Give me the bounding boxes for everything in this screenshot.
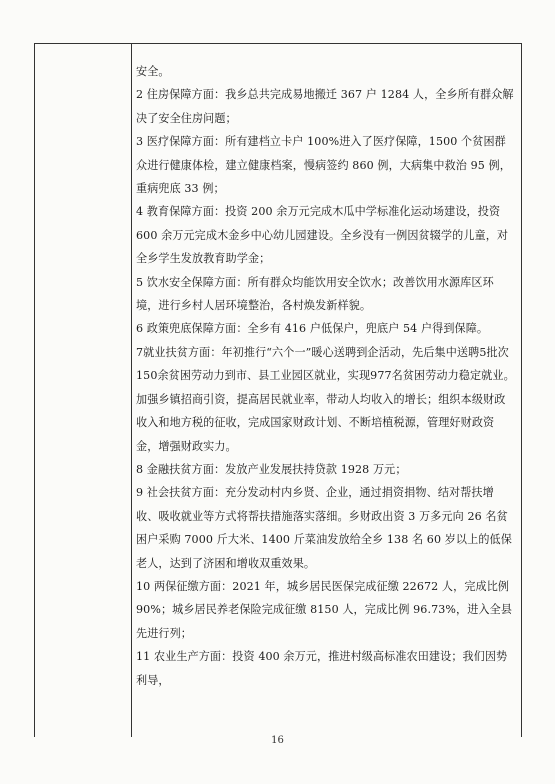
paragraph-medical: 3 医疗保障方面：所有建档立卡户 100%进入了医疗保障，1500 个贫困群众进行健康体检，建立健康档案，慢病签约 860 例，大病集中救治 95 例，重病兜底 33 例； bbox=[136, 135, 511, 196]
paragraph-finance: 8 金融扶贫方面：发放产业发展扶持贷款 1928 万元； bbox=[136, 462, 407, 476]
column-divider bbox=[131, 43, 132, 737]
paragraph: 安全。 bbox=[136, 65, 170, 78]
paragraph-water: 5 饮水安全保障方面：所有群众均能饮用安全饮水；改善饮用水源库区环境，进行乡村人居环境整治，各村焕发新样貌。 bbox=[136, 275, 494, 313]
document-body bbox=[136, 60, 516, 692]
paragraph-agriculture: 11 农业生产方面：投资 400 余万元，推进村级高标准农田建设；我们因势利导， bbox=[136, 650, 508, 687]
paragraph-policy: 6 政策兜底保障方面：全乡有 416 户低保户，兜底户 54 户得到保障。 bbox=[136, 322, 489, 336]
paragraph-employment: 7就业扶贫方面：年初推行“六个一”暖心送聘到企活动，先后集中送聘5批次150余贫困劳动力到市、县工业园区就业，实现977名贫困劳动力稳定就业。加强乡镇招商引资，提高居民就业率，带动人均收入的增长；组织本级财政收入和地方税的征收，完成国家财政计划、不断培植税源，管理好财政资金，增强财政实力。 bbox=[136, 345, 515, 453]
paragraph-social: 9 社会扶贫方面：充分发动村内乡贤、企业，通过捐资捐物、结对帮扶增收、吸收就业等方式将帮扶措施落实落细。乡财政出资 3 万多元向 26 名贫困户采购 7000 斤大米、1400 斤菜油发放给全乡 138 名 60 岁以上的低保老人，达到了济困和增收双重效果。 bbox=[136, 486, 512, 570]
paragraph-insurance: 10 两保征缴方面：2021 年，城乡居民医保完成征缴 22672 人，完成比例 90%；城乡居民养老保险完成征缴 8150 人，完成比例 96.73%，进入全县先进行列； bbox=[136, 579, 513, 640]
paragraph-housing: 2 住房保障方面：我乡总共完成易地搬迁 367 户 1284 人，全乡所有群众解决了安全住房问题； bbox=[136, 88, 514, 125]
paragraph-education: 4 教育保障方面：投资 200 余万元完成木瓜中学标准化运动场建设，投资 600 余万元完成木金乡中心幼儿园建设。全乡没有一例因贫辍学的儿童，对全乡学生发放教育助学金； bbox=[136, 205, 509, 266]
page-number: 16 bbox=[271, 735, 284, 746]
